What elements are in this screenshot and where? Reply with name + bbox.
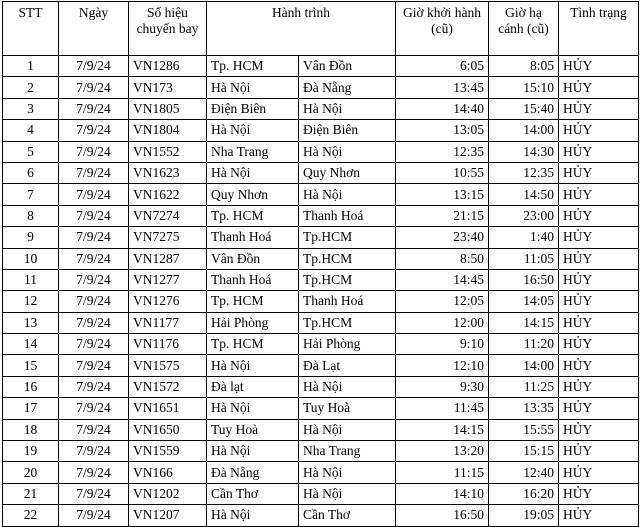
row-destination-cell: Cần Thơ <box>299 505 396 526</box>
table-header <box>3 2 639 56</box>
header-status: Tình trạng <box>559 2 639 56</box>
row-origin-cell: Đà Nẵng <box>207 462 299 483</box>
row-stt-cell: 9 <box>3 227 59 248</box>
row-arrival-time-cell: 12:35 <box>489 162 559 183</box>
row-date-cell: 7/9/24 <box>59 376 129 397</box>
row-flight-number-cell: VN1804 <box>129 120 207 141</box>
row-departure-time-cell: 14:15 <box>396 419 489 440</box>
header-stt: STT <box>3 2 59 56</box>
row-destination-cell: Thanh Hoá <box>299 205 396 226</box>
row-stt-cell: 17 <box>3 398 59 419</box>
row-destination-cell: Quy Nhơn <box>299 162 396 183</box>
row-date-cell: 7/9/24 <box>59 56 129 77</box>
row-stt-cell: 22 <box>3 505 59 526</box>
row-destination-cell: Hà Nội <box>299 376 396 397</box>
row-origin-cell: Tp. HCM <box>207 291 299 312</box>
table-row <box>3 505 639 526</box>
row-stt-cell: 2 <box>3 77 59 98</box>
row-flight-number-cell: VN1575 <box>129 355 207 376</box>
row-destination-cell: Tp.HCM <box>299 227 396 248</box>
row-flight-number-cell: VN1622 <box>129 184 207 205</box>
row-status-cell: HỦY <box>559 441 639 462</box>
row-stt-cell: 6 <box>3 162 59 183</box>
table-row <box>3 462 639 483</box>
row-flight-number-cell: VN1277 <box>129 269 207 290</box>
row-stt-cell: 4 <box>3 120 59 141</box>
table-row <box>3 56 639 77</box>
row-destination-cell: Hà Nội <box>299 483 396 504</box>
row-flight-number-cell: VN1552 <box>129 141 207 162</box>
row-date-cell: 7/9/24 <box>59 398 129 419</box>
row-destination-cell: Tp.HCM <box>299 312 396 333</box>
table-body <box>3 56 639 527</box>
row-stt-cell: 7 <box>3 184 59 205</box>
header-flight-number: Số hiệu chuyến bay <box>129 2 207 56</box>
row-departure-time-cell: 14:40 <box>396 98 489 119</box>
table-row <box>3 120 639 141</box>
row-origin-cell: Tp. HCM <box>207 334 299 355</box>
table-row <box>3 227 639 248</box>
row-origin-cell: Quy Nhơn <box>207 184 299 205</box>
row-arrival-time-cell: 14:00 <box>489 355 559 376</box>
row-arrival-time-cell: 11:20 <box>489 334 559 355</box>
row-arrival-time-cell: 1:40 <box>489 227 559 248</box>
row-flight-number-cell: VN1623 <box>129 162 207 183</box>
row-flight-number-cell: VN1202 <box>129 483 207 504</box>
row-destination-cell: Nha Trang <box>299 441 396 462</box>
row-arrival-time-cell: 11:25 <box>489 376 559 397</box>
header-arrival-time: Giờ hạ cánh (cũ) <box>489 2 559 56</box>
row-flight-number-cell: VN1650 <box>129 419 207 440</box>
header-departure-time: Giờ khởi hành (cũ) <box>396 2 489 56</box>
row-status-cell: HỦY <box>559 248 639 269</box>
row-flight-number-cell: VN1559 <box>129 441 207 462</box>
row-departure-time-cell: 21:15 <box>396 205 489 226</box>
row-stt-cell: 20 <box>3 462 59 483</box>
table-row <box>3 376 639 397</box>
flight-cancellation-table <box>2 1 639 527</box>
row-destination-cell: Đà Nẵng <box>299 77 396 98</box>
row-arrival-time-cell: 12:40 <box>489 462 559 483</box>
row-destination-cell: Hà Nội <box>299 419 396 440</box>
row-date-cell: 7/9/24 <box>59 483 129 504</box>
row-status-cell: HỦY <box>559 77 639 98</box>
row-origin-cell: Thanh Hoá <box>207 269 299 290</box>
row-date-cell: 7/9/24 <box>59 141 129 162</box>
row-destination-cell: Hà Nội <box>299 141 396 162</box>
row-arrival-time-cell: 11:05 <box>489 248 559 269</box>
row-departure-time-cell: 12:05 <box>396 291 489 312</box>
row-stt-cell: 18 <box>3 419 59 440</box>
row-stt-cell: 16 <box>3 376 59 397</box>
row-arrival-time-cell: 8:05 <box>489 56 559 77</box>
row-arrival-time-cell: 14:30 <box>489 141 559 162</box>
row-origin-cell: Hải Phòng <box>207 312 299 333</box>
row-departure-time-cell: 9:30 <box>396 376 489 397</box>
table-row <box>3 419 639 440</box>
row-date-cell: 7/9/24 <box>59 205 129 226</box>
row-departure-time-cell: 12:35 <box>396 141 489 162</box>
row-flight-number-cell: VN1177 <box>129 312 207 333</box>
row-arrival-time-cell: 13:35 <box>489 398 559 419</box>
table-row <box>3 184 639 205</box>
row-destination-cell: Đà Lạt <box>299 355 396 376</box>
row-arrival-time-cell: 16:20 <box>489 483 559 504</box>
row-status-cell: HỦY <box>559 355 639 376</box>
row-flight-number-cell: VN1276 <box>129 291 207 312</box>
table-row <box>3 162 639 183</box>
row-date-cell: 7/9/24 <box>59 162 129 183</box>
table-row <box>3 398 639 419</box>
table-row <box>3 269 639 290</box>
row-departure-time-cell: 12:00 <box>396 312 489 333</box>
row-stt-cell: 8 <box>3 205 59 226</box>
row-stt-cell: 5 <box>3 141 59 162</box>
row-status-cell: HỦY <box>559 419 639 440</box>
row-status-cell: HỦY <box>559 162 639 183</box>
header-date: Ngày <box>59 2 129 56</box>
table-row <box>3 483 639 504</box>
row-departure-time-cell: 13:05 <box>396 120 489 141</box>
row-destination-cell: Hà Nội <box>299 184 396 205</box>
row-origin-cell: Đà lạt <box>207 376 299 397</box>
row-origin-cell: Hà Nội <box>207 77 299 98</box>
row-status-cell: HỦY <box>559 120 639 141</box>
row-origin-cell: Hà Nội <box>207 441 299 462</box>
row-date-cell: 7/9/24 <box>59 312 129 333</box>
row-date-cell: 7/9/24 <box>59 269 129 290</box>
row-arrival-time-cell: 14:05 <box>489 291 559 312</box>
row-date-cell: 7/9/24 <box>59 184 129 205</box>
row-departure-time-cell: 13:20 <box>396 441 489 462</box>
row-flight-number-cell: VN7274 <box>129 205 207 226</box>
row-departure-time-cell: 14:45 <box>396 269 489 290</box>
row-departure-time-cell: 11:15 <box>396 462 489 483</box>
row-stt-cell: 3 <box>3 98 59 119</box>
row-flight-number-cell: VN1287 <box>129 248 207 269</box>
row-flight-number-cell: VN173 <box>129 77 207 98</box>
row-flight-number-cell: VN1572 <box>129 376 207 397</box>
row-status-cell: HỦY <box>559 312 639 333</box>
row-destination-cell: Thanh Hoá <box>299 291 396 312</box>
row-arrival-time-cell: 15:40 <box>489 98 559 119</box>
row-destination-cell: Hải Phòng <box>299 334 396 355</box>
row-departure-time-cell: 14:10 <box>396 483 489 504</box>
row-origin-cell: Hà Nội <box>207 505 299 526</box>
row-origin-cell: Hà Nội <box>207 398 299 419</box>
row-date-cell: 7/9/24 <box>59 505 129 526</box>
row-departure-time-cell: 12:10 <box>396 355 489 376</box>
table-row <box>3 334 639 355</box>
row-stt-cell: 14 <box>3 334 59 355</box>
table-row <box>3 441 639 462</box>
table-row <box>3 77 639 98</box>
row-status-cell: HỦY <box>559 462 639 483</box>
row-stt-cell: 1 <box>3 56 59 77</box>
row-departure-time-cell: 13:15 <box>396 184 489 205</box>
row-stt-cell: 15 <box>3 355 59 376</box>
row-date-cell: 7/9/24 <box>59 355 129 376</box>
row-destination-cell: Tp.HCM <box>299 248 396 269</box>
row-arrival-time-cell: 23:00 <box>489 205 559 226</box>
row-origin-cell: Hà Nội <box>207 162 299 183</box>
row-status-cell: HỦY <box>559 98 639 119</box>
row-flight-number-cell: VN1207 <box>129 505 207 526</box>
row-destination-cell: Hà Nội <box>299 98 396 119</box>
row-status-cell: HỦY <box>559 505 639 526</box>
row-arrival-time-cell: 14:15 <box>489 312 559 333</box>
row-origin-cell: Nha Trang <box>207 141 299 162</box>
table-row <box>3 141 639 162</box>
row-departure-time-cell: 6:05 <box>396 56 489 77</box>
row-status-cell: HỦY <box>559 291 639 312</box>
row-status-cell: HỦY <box>559 334 639 355</box>
row-status-cell: HỦY <box>559 141 639 162</box>
row-departure-time-cell: 9:10 <box>396 334 489 355</box>
row-origin-cell: Cần Thơ <box>207 483 299 504</box>
row-origin-cell: Tp. HCM <box>207 56 299 77</box>
row-date-cell: 7/9/24 <box>59 462 129 483</box>
row-departure-time-cell: 10:55 <box>396 162 489 183</box>
row-departure-time-cell: 16:50 <box>396 505 489 526</box>
row-destination-cell: Hà Nội <box>299 462 396 483</box>
row-status-cell: HỦY <box>559 184 639 205</box>
row-arrival-time-cell: 16:50 <box>489 269 559 290</box>
row-flight-number-cell: VN166 <box>129 462 207 483</box>
row-date-cell: 7/9/24 <box>59 77 129 98</box>
row-origin-cell: Điện Biên <box>207 98 299 119</box>
row-status-cell: HỦY <box>559 398 639 419</box>
row-origin-cell: Vân Đồn <box>207 248 299 269</box>
row-departure-time-cell: 8:50 <box>396 248 489 269</box>
row-arrival-time-cell: 14:50 <box>489 184 559 205</box>
row-status-cell: HỦY <box>559 376 639 397</box>
table-row <box>3 312 639 333</box>
row-origin-cell: Thanh Hoá <box>207 227 299 248</box>
row-departure-time-cell: 23:40 <box>396 227 489 248</box>
row-arrival-time-cell: 14:00 <box>489 120 559 141</box>
row-departure-time-cell: 11:45 <box>396 398 489 419</box>
row-destination-cell: Tuy Hoà <box>299 398 396 419</box>
table-row <box>3 291 639 312</box>
header-route: Hành trình <box>207 2 396 56</box>
row-date-cell: 7/9/24 <box>59 334 129 355</box>
table-row <box>3 248 639 269</box>
table-row <box>3 355 639 376</box>
row-destination-cell: Tp.HCM <box>299 269 396 290</box>
row-date-cell: 7/9/24 <box>59 419 129 440</box>
row-stt-cell: 21 <box>3 483 59 504</box>
row-status-cell: HỦY <box>559 483 639 504</box>
row-origin-cell: Hà Nội <box>207 355 299 376</box>
row-flight-number-cell: VN1286 <box>129 56 207 77</box>
table-row <box>3 205 639 226</box>
row-flight-number-cell: VN1176 <box>129 334 207 355</box>
row-stt-cell: 10 <box>3 248 59 269</box>
row-flight-number-cell: VN1651 <box>129 398 207 419</box>
row-date-cell: 7/9/24 <box>59 248 129 269</box>
row-departure-time-cell: 13:45 <box>396 77 489 98</box>
row-stt-cell: 11 <box>3 269 59 290</box>
row-origin-cell: Tp. HCM <box>207 205 299 226</box>
row-date-cell: 7/9/24 <box>59 291 129 312</box>
row-destination-cell: Điện Biên <box>299 120 396 141</box>
row-arrival-time-cell: 15:15 <box>489 441 559 462</box>
row-date-cell: 7/9/24 <box>59 441 129 462</box>
row-status-cell: HỦY <box>559 227 639 248</box>
row-stt-cell: 12 <box>3 291 59 312</box>
table-row <box>3 98 639 119</box>
row-status-cell: HỦY <box>559 56 639 77</box>
row-flight-number-cell: VN1805 <box>129 98 207 119</box>
row-status-cell: HỦY <box>559 269 639 290</box>
row-status-cell: HỦY <box>559 205 639 226</box>
row-date-cell: 7/9/24 <box>59 120 129 141</box>
row-flight-number-cell: VN7275 <box>129 227 207 248</box>
row-stt-cell: 13 <box>3 312 59 333</box>
row-destination-cell: Vân Đồn <box>299 56 396 77</box>
row-date-cell: 7/9/24 <box>59 227 129 248</box>
row-date-cell: 7/9/24 <box>59 98 129 119</box>
row-arrival-time-cell: 15:10 <box>489 77 559 98</box>
row-origin-cell: Tuy Hoà <box>207 419 299 440</box>
row-arrival-time-cell: 19:05 <box>489 505 559 526</box>
row-stt-cell: 19 <box>3 441 59 462</box>
row-arrival-time-cell: 15:55 <box>489 419 559 440</box>
row-origin-cell: Hà Nội <box>207 120 299 141</box>
